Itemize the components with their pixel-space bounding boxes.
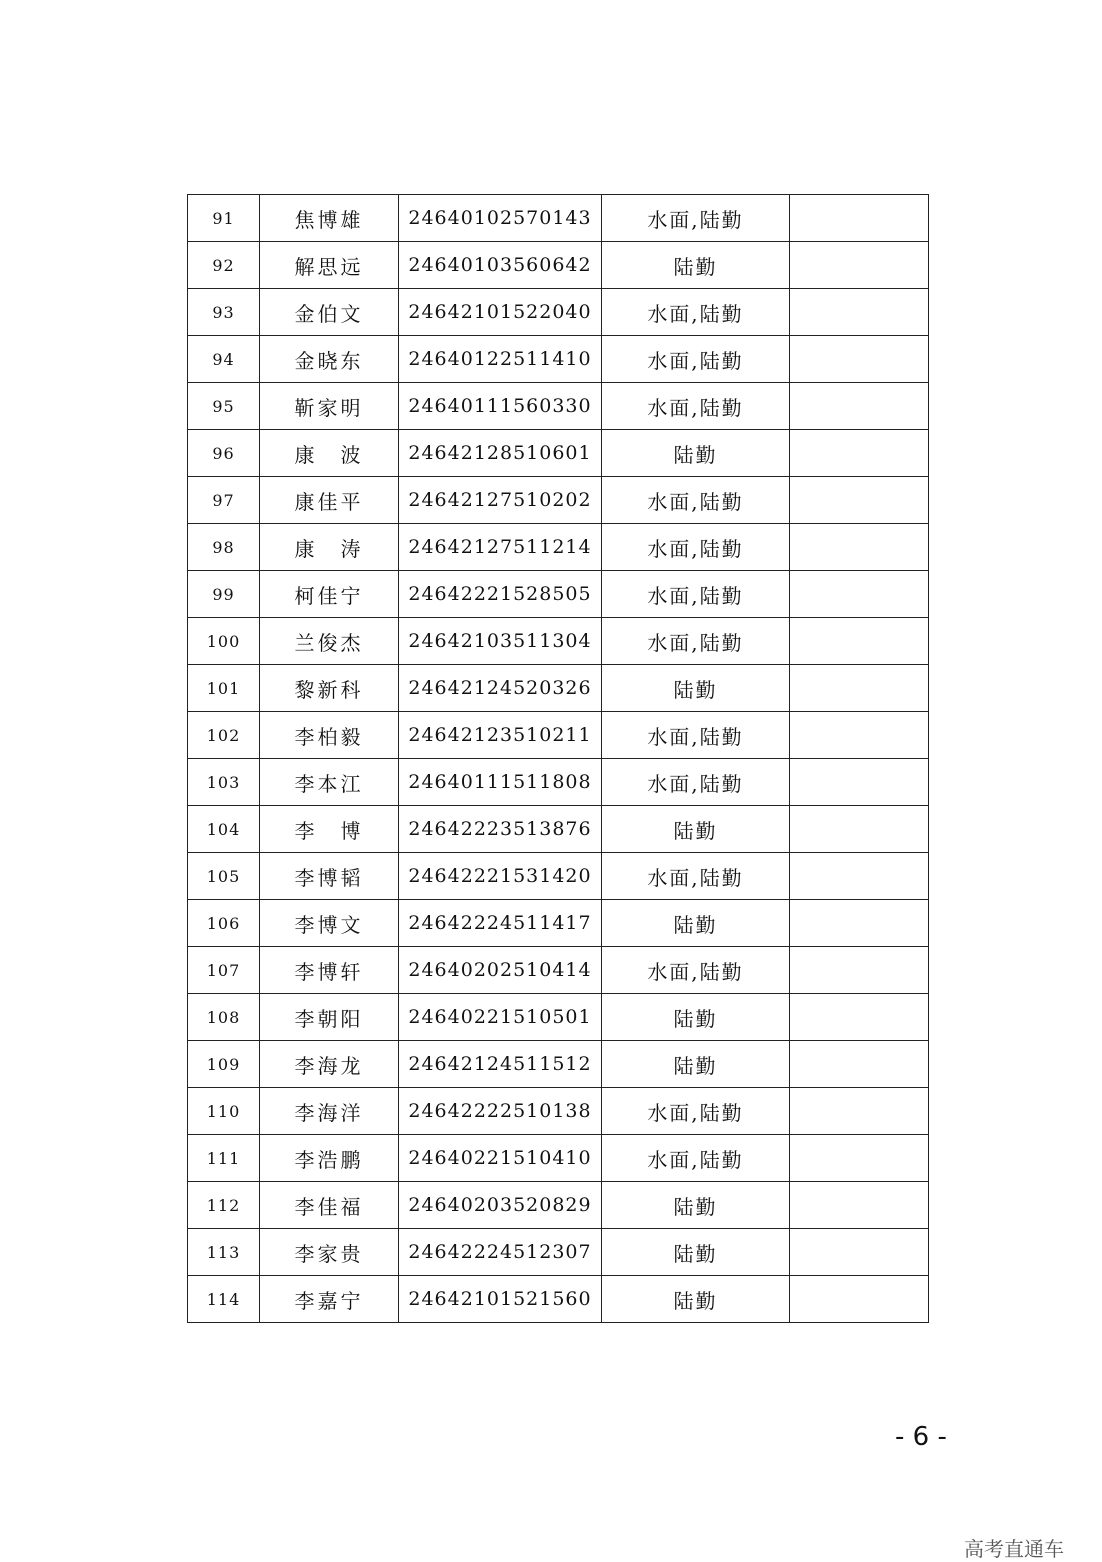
name-cell: 李 博 [260,806,399,853]
roster-body [188,195,929,1323]
name-cell: 李博韬 [260,853,399,900]
note-cell [790,759,929,806]
category-cell: 陆勤 [602,806,790,853]
category-cell: 水面,陆勤 [602,195,790,242]
category-cell: 水面,陆勤 [602,524,790,571]
table-row [188,289,929,336]
category-cell: 水面,陆勤 [602,1088,790,1135]
table-row [188,994,929,1041]
note-cell [790,1041,929,1088]
table-row [188,383,929,430]
category-cell: 水面,陆勤 [602,853,790,900]
row-number-cell: 104 [188,806,260,853]
name-cell: 李海龙 [260,1041,399,1088]
name-cell: 康佳平 [260,477,399,524]
watermark-text: 高考直通车 [964,1537,1064,1561]
table-row [188,571,929,618]
table-row [188,712,929,759]
row-number-cell: 99 [188,571,260,618]
table-row [188,759,929,806]
name-cell: 李嘉宁 [260,1276,399,1323]
row-number-cell: 109 [188,1041,260,1088]
table-row [188,1229,929,1276]
exam-id-cell: 24642224512307 [399,1229,602,1276]
category-cell: 水面,陆勤 [602,336,790,383]
row-number-cell: 94 [188,336,260,383]
name-cell: 康 涛 [260,524,399,571]
table-row [188,900,929,947]
row-number-cell: 105 [188,853,260,900]
row-number-cell: 111 [188,1135,260,1182]
note-cell [790,712,929,759]
row-number-cell: 98 [188,524,260,571]
category-cell: 陆勤 [602,1276,790,1323]
note-cell [790,665,929,712]
table-row [188,1276,929,1323]
row-number-cell: 112 [188,1182,260,1229]
name-cell: 金伯文 [260,289,399,336]
category-cell: 水面,陆勤 [602,618,790,665]
row-number-cell: 93 [188,289,260,336]
row-number-cell: 101 [188,665,260,712]
exam-id-cell: 24640203520829 [399,1182,602,1229]
table-row [188,477,929,524]
category-cell: 水面,陆勤 [602,383,790,430]
exam-id-cell: 24642224511417 [399,900,602,947]
table-row [188,1135,929,1182]
name-cell: 黎新科 [260,665,399,712]
table-row [188,665,929,712]
exam-id-cell: 24642128510601 [399,430,602,477]
exam-id-cell: 24642221528505 [399,571,602,618]
category-cell: 水面,陆勤 [602,1135,790,1182]
note-cell [790,195,929,242]
note-cell [790,524,929,571]
name-cell: 靳家明 [260,383,399,430]
table-row [188,524,929,571]
category-cell: 陆勤 [602,900,790,947]
note-cell [790,336,929,383]
exam-id-cell: 24640111511808 [399,759,602,806]
name-cell: 解思远 [260,242,399,289]
table-row [188,853,929,900]
exam-id-cell: 24640103560642 [399,242,602,289]
exam-id-cell: 24642221531420 [399,853,602,900]
exam-id-cell: 24642101521560 [399,1276,602,1323]
table-row [188,195,929,242]
row-number-cell: 102 [188,712,260,759]
exam-id-cell: 24642223513876 [399,806,602,853]
category-cell: 水面,陆勤 [602,571,790,618]
row-number-cell: 106 [188,900,260,947]
name-cell: 李朝阳 [260,994,399,1041]
exam-id-cell: 24640111560330 [399,383,602,430]
note-cell [790,289,929,336]
page-number: - 6 - [895,1422,947,1452]
exam-id-cell: 24642222510138 [399,1088,602,1135]
exam-id-cell: 24642127511214 [399,524,602,571]
note-cell [790,618,929,665]
row-number-cell: 92 [188,242,260,289]
note-cell [790,1088,929,1135]
table-row [188,1088,929,1135]
category-cell: 水面,陆勤 [602,947,790,994]
table-row [188,806,929,853]
table-row [188,1041,929,1088]
roster-table [187,194,929,1323]
note-cell [790,242,929,289]
note-cell [790,571,929,618]
category-cell: 陆勤 [602,1182,790,1229]
row-number-cell: 113 [188,1229,260,1276]
note-cell [790,900,929,947]
name-cell: 李博文 [260,900,399,947]
note-cell [790,994,929,1041]
table-row [188,336,929,383]
category-cell: 陆勤 [602,430,790,477]
category-cell: 水面,陆勤 [602,759,790,806]
name-cell: 兰俊杰 [260,618,399,665]
exam-id-cell: 24642103511304 [399,618,602,665]
row-number-cell: 107 [188,947,260,994]
category-cell: 陆勤 [602,1229,790,1276]
table-row [188,618,929,665]
name-cell: 李家贵 [260,1229,399,1276]
name-cell: 李柏毅 [260,712,399,759]
table-row [188,1182,929,1229]
row-number-cell: 96 [188,430,260,477]
exam-id-cell: 24642123510211 [399,712,602,759]
note-cell [790,1229,929,1276]
exam-id-cell: 24640122511410 [399,336,602,383]
row-number-cell: 100 [188,618,260,665]
row-number-cell: 114 [188,1276,260,1323]
name-cell: 焦博雄 [260,195,399,242]
note-cell [790,1182,929,1229]
category-cell: 陆勤 [602,665,790,712]
table-row [188,947,929,994]
name-cell: 柯佳宁 [260,571,399,618]
exam-id-cell: 24640202510414 [399,947,602,994]
exam-id-cell: 24642124511512 [399,1041,602,1088]
name-cell: 金晓东 [260,336,399,383]
row-number-cell: 110 [188,1088,260,1135]
row-number-cell: 97 [188,477,260,524]
note-cell [790,806,929,853]
note-cell [790,853,929,900]
exam-id-cell: 24640221510501 [399,994,602,1041]
category-cell: 陆勤 [602,242,790,289]
table-row [188,242,929,289]
row-number-cell: 103 [188,759,260,806]
category-cell: 陆勤 [602,994,790,1041]
row-number-cell: 108 [188,994,260,1041]
name-cell: 康 波 [260,430,399,477]
exam-id-cell: 24640102570143 [399,195,602,242]
exam-id-cell: 24642124520326 [399,665,602,712]
note-cell [790,430,929,477]
exam-id-cell: 24642101522040 [399,289,602,336]
note-cell [790,1276,929,1323]
row-number-cell: 91 [188,195,260,242]
table-row [188,430,929,477]
name-cell: 李本江 [260,759,399,806]
row-number-cell: 95 [188,383,260,430]
name-cell: 李海洋 [260,1088,399,1135]
category-cell: 水面,陆勤 [602,712,790,759]
name-cell: 李浩鹏 [260,1135,399,1182]
name-cell: 李博轩 [260,947,399,994]
category-cell: 水面,陆勤 [602,477,790,524]
category-cell: 陆勤 [602,1041,790,1088]
note-cell [790,1135,929,1182]
exam-id-cell: 24642127510202 [399,477,602,524]
note-cell [790,477,929,524]
category-cell: 水面,陆勤 [602,289,790,336]
exam-id-cell: 24640221510410 [399,1135,602,1182]
note-cell [790,947,929,994]
name-cell: 李佳福 [260,1182,399,1229]
note-cell [790,383,929,430]
